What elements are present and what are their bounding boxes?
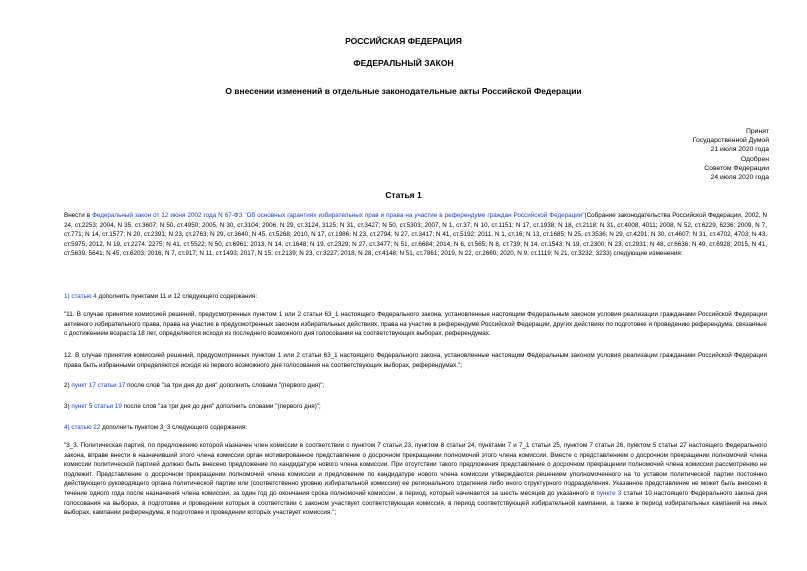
federal-law-link[interactable]: Федеральный закон от 12 июня 2002 года N 67-ФЗ "Об основных гарантиях избирательных прав и права на участие в референдуме граждан Российской Федерации" xyxy=(92,212,585,219)
item-3 xyxy=(52,402,767,412)
approval-line: 24 июля 2020 года xyxy=(710,174,769,182)
adoption-line: 21 июля 2020 года xyxy=(710,146,769,154)
approval-line: Одобрен xyxy=(740,155,769,163)
item-2 xyxy=(52,381,767,391)
article-4-link[interactable]: 1) статью 4 xyxy=(64,293,97,300)
approval-line: Советом Федерации xyxy=(704,164,769,172)
item-2-prefix: 2) xyxy=(64,382,72,389)
article-22-link[interactable]: 4) статью 22 xyxy=(64,424,101,431)
law-type-heading: ФЕДЕРАЛЬНЫЙ ЗАКОН xyxy=(353,58,454,68)
item-3-prefix: 3) xyxy=(64,403,72,410)
adoption-block xyxy=(693,127,769,182)
adoption-line: Принят xyxy=(745,128,769,135)
quote-point-12 xyxy=(52,351,767,370)
quote-12-text: 12. В случае принятия комиссией решений, предусмотренных пунктом 1 или 2 статьи 63_1 настоящего Федерального закона, установленные настоящим Федеральным законом условия реализации гражданами Российской Федерации права быть избранными определяются исходя из первого возможного дня голосования на соответствующих выборах, референдумах."; xyxy=(64,352,767,369)
intro-text: (Собрание законодательства Российской Федерации, 2002, N 24, ст.2253; 2004, N 35, ст.3607; N 50, ст.4950; 2005, N 30, ст.3104; 2006, N 29, ст.3124, 3125; N 31, ст.3427; N 50, ст.5303; 2007, N 1, ст.37; N 10, ст.1151; N 17, ст.1938; N 18, ст.2118; N 31, ст.4008, 4011; 2008, N 52, ст.6229, 6236; 2009, N 7, ст.771; N 14, ст.1577; N 20, ст.2391; N 23, ст.2763; N 29, ст.3640; N 45, ст.5268; 2010, N 17, ст.1986; N 23, ст.2794; N 27, ст.3417; N 41, ст.5192; 2011, N 1, ст.16; N 13, ст.1685; N 25, ст.3536; N 29, ст.4291; N 30, ст.4607; N 31, ст.4702, 4703; N 43, ст.5975; 2012, N 19, ст.2274, 2275; N 41, ст.5522; N 50, ст.6961; 2013, N 14, ст.1648; N 19, ст.2329; N 27, ст.3477; N 51, ст.6684; 2014, N 6, ст.565; N 8, ст.739; N 14, ст.1543; N 19, ст.2300; N 23, ст.2931; N 48, ст.6636; N 49, ст.6928; 2015, N 41, ст.5639, 5641; N 45, ст.6203; 2016, N 7, ст.917; N 11, ст.1493; 2017, N 15, ст.2139; N 23, ст.3227; 2018, N 28, ст.4148; N 51, ст.7861; 2019, N 22, ст.2660; 2020, N 9, ст.1119; N 21, ст.3232, 3233) следующие изменения: xyxy=(64,212,768,258)
item-1-text: дополнить пунктами 11 и 12 следующего содержания: xyxy=(96,293,258,300)
point-3-link[interactable]: пункте 3 xyxy=(596,489,622,497)
item-3-text: после слов "за три дня до дня" дополнить словами "(первого дня)"; xyxy=(121,403,321,410)
quote-point-11 xyxy=(52,310,767,339)
quote-3-3-text-end: статьи 10 настоящего Федерального закона дня голосования на выборах, в подготовке и проведении которых в соответствии с законом участвует соответствующая комиссия, в период соответствующей избирательной кампании, а также в период избирательных кампаний на иных выборах, кампании референдума, в подготовке и проведении которых участвует комиссия."; xyxy=(64,489,767,517)
item-2-text: после слов "за три дня до дня" дополнить словами "(первого дня)"; xyxy=(125,382,325,389)
law-title: О внесении изменений в отдельные законодательные акты Российской Федерации xyxy=(225,86,582,96)
intro-prefix: Внести в xyxy=(64,212,93,219)
item-4 xyxy=(52,423,767,433)
quote-3-3-text: "3_3. Политическая партия, по предложению которой назначен член комиссии в соответствии с пунктом 7 статьи 23, пунктом 8 статьи 24, пунктами 7 и 7_1 статьи 25, пунктом 7 статьи 26, пунктом 5 статьи 27 настоящего Федерального закона, вправе внести в назначивший этого члена комиссии орган мотивированное представление о досрочном прекращении полномочий этого члена комиссии. Вместе с представлением о досрочном прекращении полномочий члена комиссии политической партией должно быть внесено предложение по кандидатуре нового члена комиссии. При отсутствии такого предложения представление о досрочном прекращении полномочий члена комиссии рассмотрению не подлежит. Представление о досрочном прекращении полномочий члена комиссии и предложение по кандидатуре нового члена комиссии утверждаются решением уполномоченного на то уставом политической партии постоянно действующего руководящего органа политической партии или (соответственно уровню избирательной комиссии) ее регионального отделения либо иного структурного подразделения. Указанное представление не может быть внесено в течение одного года после назначения члена комиссии, за один год до окончания срока полномочий комиссии, в период, который начинается за шесть месяцев до указанного в xyxy=(64,442,767,497)
quote-11-text: "11. В случае принятия комиссией решений, предусмотренных пунктом 1 или 2 статьи 63_1 настоящего Федерального закона, установленные настоящим Федеральным законом условия реализации гражданами Российской Федерации активного избирательного права, права на участие в предусмотренных законом избирательных действиях, права на участие в референдуме Российской Федерации, других действиях по подготовке и проведению референдума, связанные с достижением возраста 18 лет, определяются исходя из последнего возможного дня голосования на соответствующих выборах, референдумах. xyxy=(64,311,767,338)
adoption-line: Государственной Думой xyxy=(692,137,769,145)
article-title: Статья 1 xyxy=(385,190,422,200)
intro-paragraph xyxy=(52,211,767,259)
article-19-link[interactable]: пункт 5 статьи 19 xyxy=(71,403,122,410)
item-4-text: дополнить пунктом 3_3 следующего содержания: xyxy=(100,424,248,431)
item-1 xyxy=(52,292,767,302)
country-heading: РОССИЙСКАЯ ФЕДЕРАЦИЯ xyxy=(345,36,462,46)
quote-point-3-3 xyxy=(52,441,767,518)
article-17-link[interactable]: пункт 17 статьи 17 xyxy=(71,382,126,389)
